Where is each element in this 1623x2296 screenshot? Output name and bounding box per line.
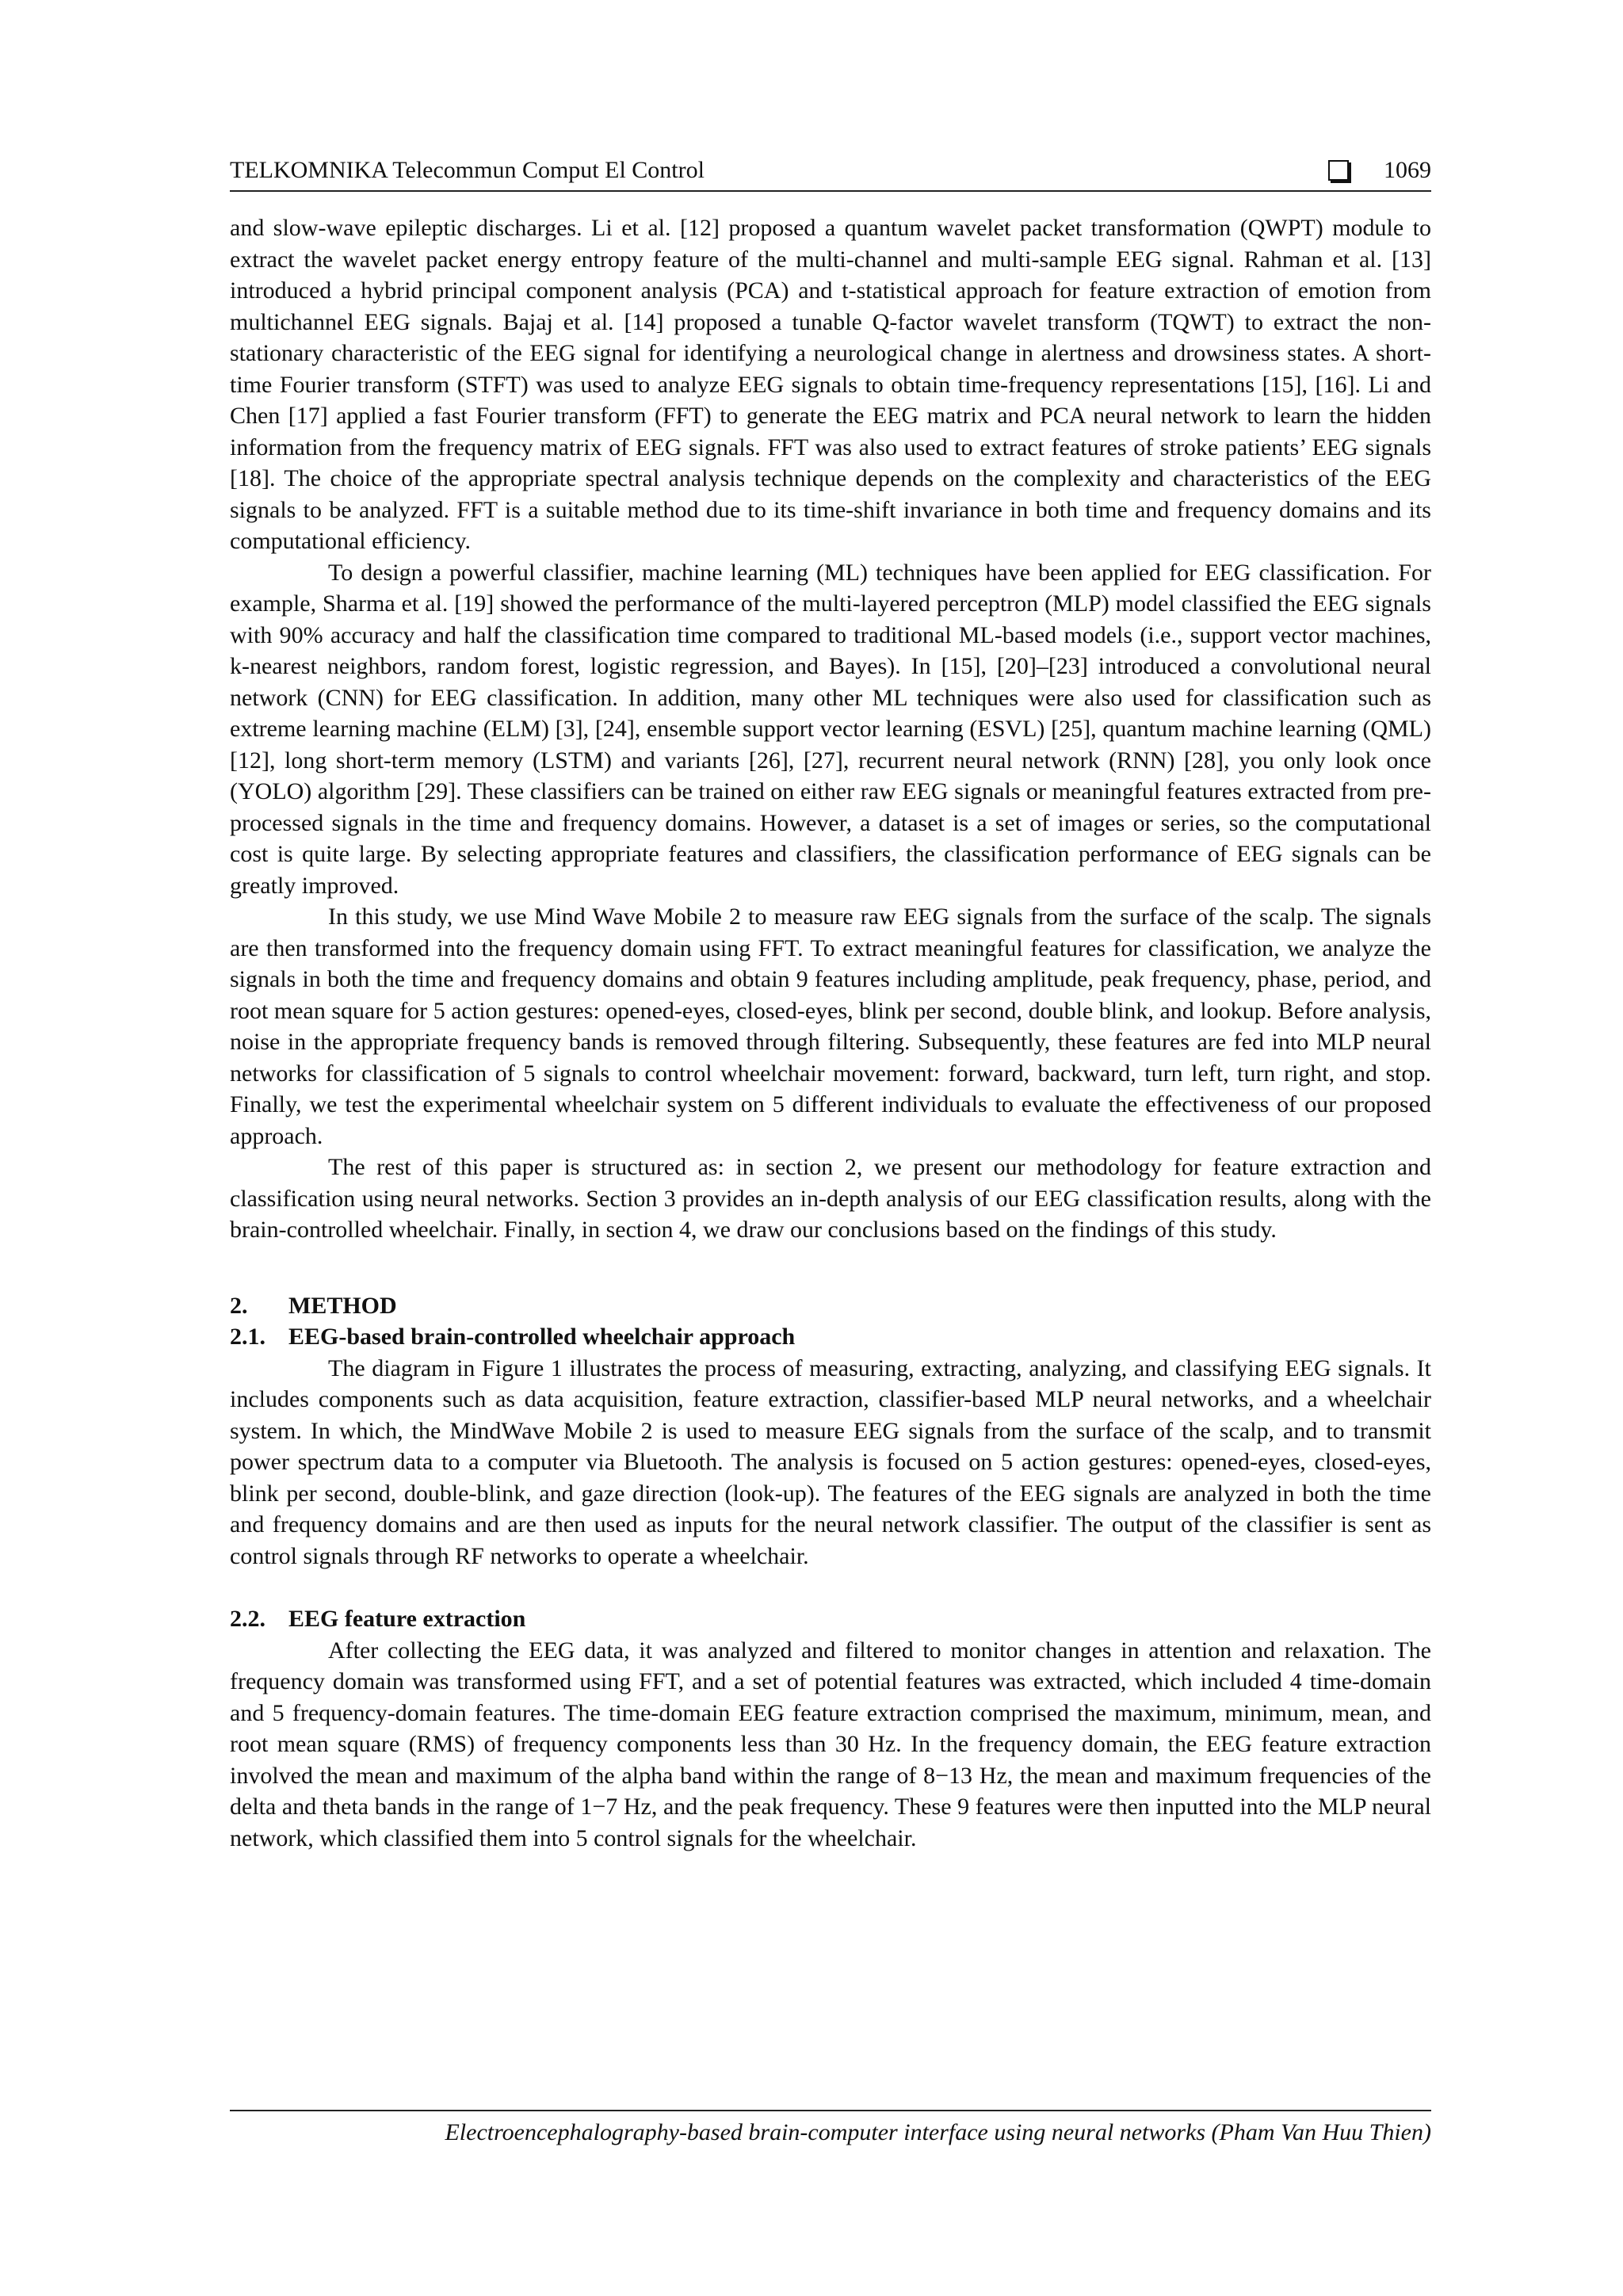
section-heading-2-2 <box>230 1603 1431 1635</box>
paragraph: To design a powerful classifier, machine learning (ML) techniques have been applied for EEG classification. For example, Sharma et al. [19] showed the performance of the multi-layered perceptron (MLP) model classified the EEG signals with 90% accuracy and half the classification time compared to traditional ML-based models (i.e., support vector machines, k-nearest neighbors, random forest, logistic regression, and Bayes). In [15], [20]–[23] introduced a convolutional neural network (CNN) for EEG classification. In addition, many other ML techniques were also used for classification such as extreme learning machine (ELM) [3], [24], ensemble support vector learning (ESVL) [25], quantum machine learning (QML) [12], long short-term memory (LSTM) and variants [26], [27], recurrent neural network (RNN) [28], you only look once (YOLO) algorithm [29]. These classifiers can be trained on either raw EEG signals or meaningful features extracted from pre-processed signals in the time and frequency domains. However, a dataset is a set of images or series, so the computational cost is quite large. By selecting appropriate features and classifiers, the classification performance of EEG signals can be greatly improved. <box>230 559 1431 899</box>
paragraph: The diagram in Figure 1 illustrates the process of measuring, extracting, analyzing, and classifying EEG signals. It includes components such as data acquisition, feature extraction, classifier-based MLP neural networks, and a wheelchair system. In which, the MindWave Mobile 2 is used to measure EEG signals from the surface of the scalp, and to transmit power spectrum data to a computer via Bluetooth. The analysis is focused on 5 action gestures: opened-eyes, closed-eyes, blink per second, double-blink, and gaze direction (look-up). The features of the EEG signals are analyzed in both the time and frequency domains and are then used as inputs for the neural network classifier. The output of the classifier is sent as control signals through RF networks to operate a wheelchair. <box>230 1354 1431 1569</box>
paragraph: and slow-wave epileptic discharges. Li et al. [12] proposed a quantum wavelet packet transformation (QWPT) module to extract the wavelet packet energy entropy feature of the multi-channel and multi-sample EEG signal. Rahman et al. [13] introduced a hybrid principal component analysis (PCA) and t-statistical approach for feature extraction of emotion from multichannel EEG signals. Bajaj et al. [14] proposed a tunable Q-factor wavelet transform (TQWT) to extract the non-stationary characteristic of the EEG signal for identifying a neurological change in alertness and drowsiness states. A short-time Fourier transform (STFT) was used to analyze EEG signals to obtain time-frequency representations [15], [16]. Li and Chen [17] applied a fast Fourier transform (FFT) to generate the EEG matrix and PCA neural network to learn the hidden information from the frequency matrix of EEG signals. FFT was also used to extract features of stroke patients’ EEG signals [18]. The choice of the appropriate spectral analysis technique depends on the complexity and characteristics of the EEG signals to be analyzed. FFT is a suitable method due to its time-shift invariance in both time and frequency domains and its computational efficiency. <box>230 215 1431 554</box>
article-body <box>230 212 1431 1854</box>
section-heading-2-1 <box>230 1321 1431 1353</box>
page-footer <box>230 2110 1431 2146</box>
section-number: 2.2. <box>230 1606 265 1632</box>
page-header <box>230 155 1431 192</box>
section-number: 2. <box>230 1292 248 1319</box>
spacer <box>230 1572 1431 1603</box>
spacer <box>230 1246 1431 1290</box>
footer-title: Electroencephalography-based brain-computer interface using neural networks (Pham Van Huu Thien) <box>445 2119 1431 2145</box>
section-heading-2 <box>230 1290 1431 1322</box>
page-number: 1069 <box>1384 157 1431 183</box>
paragraph: After collecting the EEG data, it was analyzed and filtered to monitor changes in attention and relaxation. The frequency domain was transformed using FFT, and a set of potential features was extracted, which included 4 time-domain and 5 frequency-domain features. The time-domain EEG feature extraction comprised the maximum, minimum, mean, and root mean square (RMS) of frequency components less than 30 Hz. In the frequency domain, the EEG feature extraction involved the mean and maximum of the alpha band within the range of 8−13 Hz, the mean and maximum frequencies of the delta and theta bands in the range of 1−7 Hz, and the peak frequency. These 9 features were then inputted into the MLP neural network, which classified them into 5 control signals for the wheelchair. <box>230 1637 1431 1851</box>
square-bullet-icon <box>1328 160 1349 181</box>
paragraph: In this study, we use Mind Wave Mobile 2 to measure raw EEG signals from the surface of the scalp. The signals are then transformed into the frequency domain using FFT. To extract meaningful features for classification, we analyze the signals in both the time and frequency domains and obtain 9 features including amplitude, peak frequency, phase, period, and root mean square for 5 action gestures: opened-eyes, closed-eyes, blink per second, double blink, and lookup. Before analysis, noise in the appropriate frequency bands is removed through filtering. Subsequently, these features are fed into MLP neural networks for classification of 5 signals to control wheelchair movement: forward, backward, turn left, turn right, and stop. Finally, we test the experimental wheelchair system on 5 different individuals to evaluate the effectiveness of our proposed approach. <box>230 904 1431 1149</box>
section-title: EEG feature extraction <box>288 1606 526 1632</box>
section-title: EEG-based brain-controlled wheelchair approach <box>288 1324 796 1350</box>
section-title: METHOD <box>288 1292 397 1319</box>
paragraph: The rest of this paper is structured as: in section 2, we present our methodology for feature extraction and classification using neural networks. Section 3 provides an in-depth analysis of our EEG classification results, along with the brain-controlled wheelchair. Finally, in section 4, we draw our conclusions based on the findings of this study. <box>230 1154 1431 1243</box>
section-number: 2.1. <box>230 1324 265 1350</box>
page-info <box>1328 157 1431 184</box>
journal-title: TELKOMNIKA Telecommun Comput El Control <box>230 157 705 183</box>
